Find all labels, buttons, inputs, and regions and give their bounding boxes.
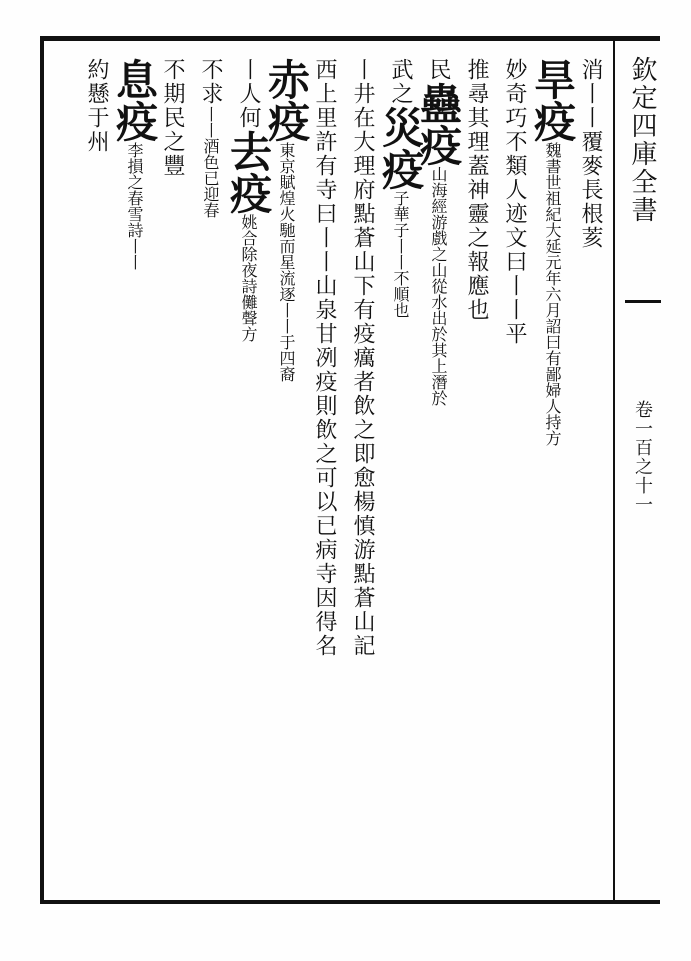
column-headword: 去疫 [224,130,273,214]
column-note: 子華子丨丨不順也 [391,190,410,318]
column-text: 不期民之豐 [160,58,185,178]
column-note: 姚合除夜詩儺聲方 [239,214,258,342]
column-headword: 災疫 [376,106,425,190]
column-text: 推尋其理蓋神靈之報應也 [464,58,489,322]
column-headword: 赤疫 [262,58,311,142]
column-text: 不求 [198,58,223,106]
column-headword: 旱疫 [528,58,577,142]
frame-top-border [40,36,660,41]
column-text: 消丨丨覆麥長根荄 [578,58,603,250]
banxin-fishtail-mark [625,300,661,303]
column-note: 東京賦煌火馳而星流逐丨丨于四裔 [277,142,296,382]
column-text: 丨井在大理府點蒼山下有疫癘者飲之即愈楊慎游點蒼山記 [350,58,375,658]
text-column-11 [190,58,230,888]
text-column-3 [494,58,534,888]
text-column-14 [76,58,116,888]
column-text: 武之 [388,58,413,106]
frame-left-border [40,36,44,904]
text-column-7 [342,58,382,888]
banxin-divider [613,36,615,904]
text-column-4 [456,58,496,888]
column-note: 丨丨酒色已迎春 [201,106,220,218]
column-headword: 息疫 [110,58,159,142]
banxin-title: 欽定四庫全書 [627,56,657,224]
frame-bottom-border [40,900,660,904]
column-text: 西上里許有寺曰丨丨山泉甘冽疫則飲之可以已病寺因得名 [312,58,337,658]
text-column-1 [570,58,610,888]
column-text: 民 [426,58,451,82]
column-text: 妙奇巧不類人迹文曰丨丨平 [502,58,527,346]
column-text: 約懸于州 [84,58,109,154]
column-text: 丨人何 [236,58,261,130]
text-column-2 [528,58,577,888]
text-column-8 [304,58,344,888]
column-note: 山海經游戲之山從水出於其上潛於 [429,166,448,406]
text-column-13 [110,58,159,888]
text-column-10 [224,58,273,888]
text-column-6 [376,58,425,888]
column-headword: 蠱疫 [414,82,463,166]
column-note: 李損之春雪詩丨丨 [125,142,144,270]
banxin-juan: 卷一百之十一 [632,400,653,514]
text-column-12 [152,58,192,888]
column-note: 魏書世祖紀大延元年六月詔曰有鄙婦人持方 [543,142,562,446]
